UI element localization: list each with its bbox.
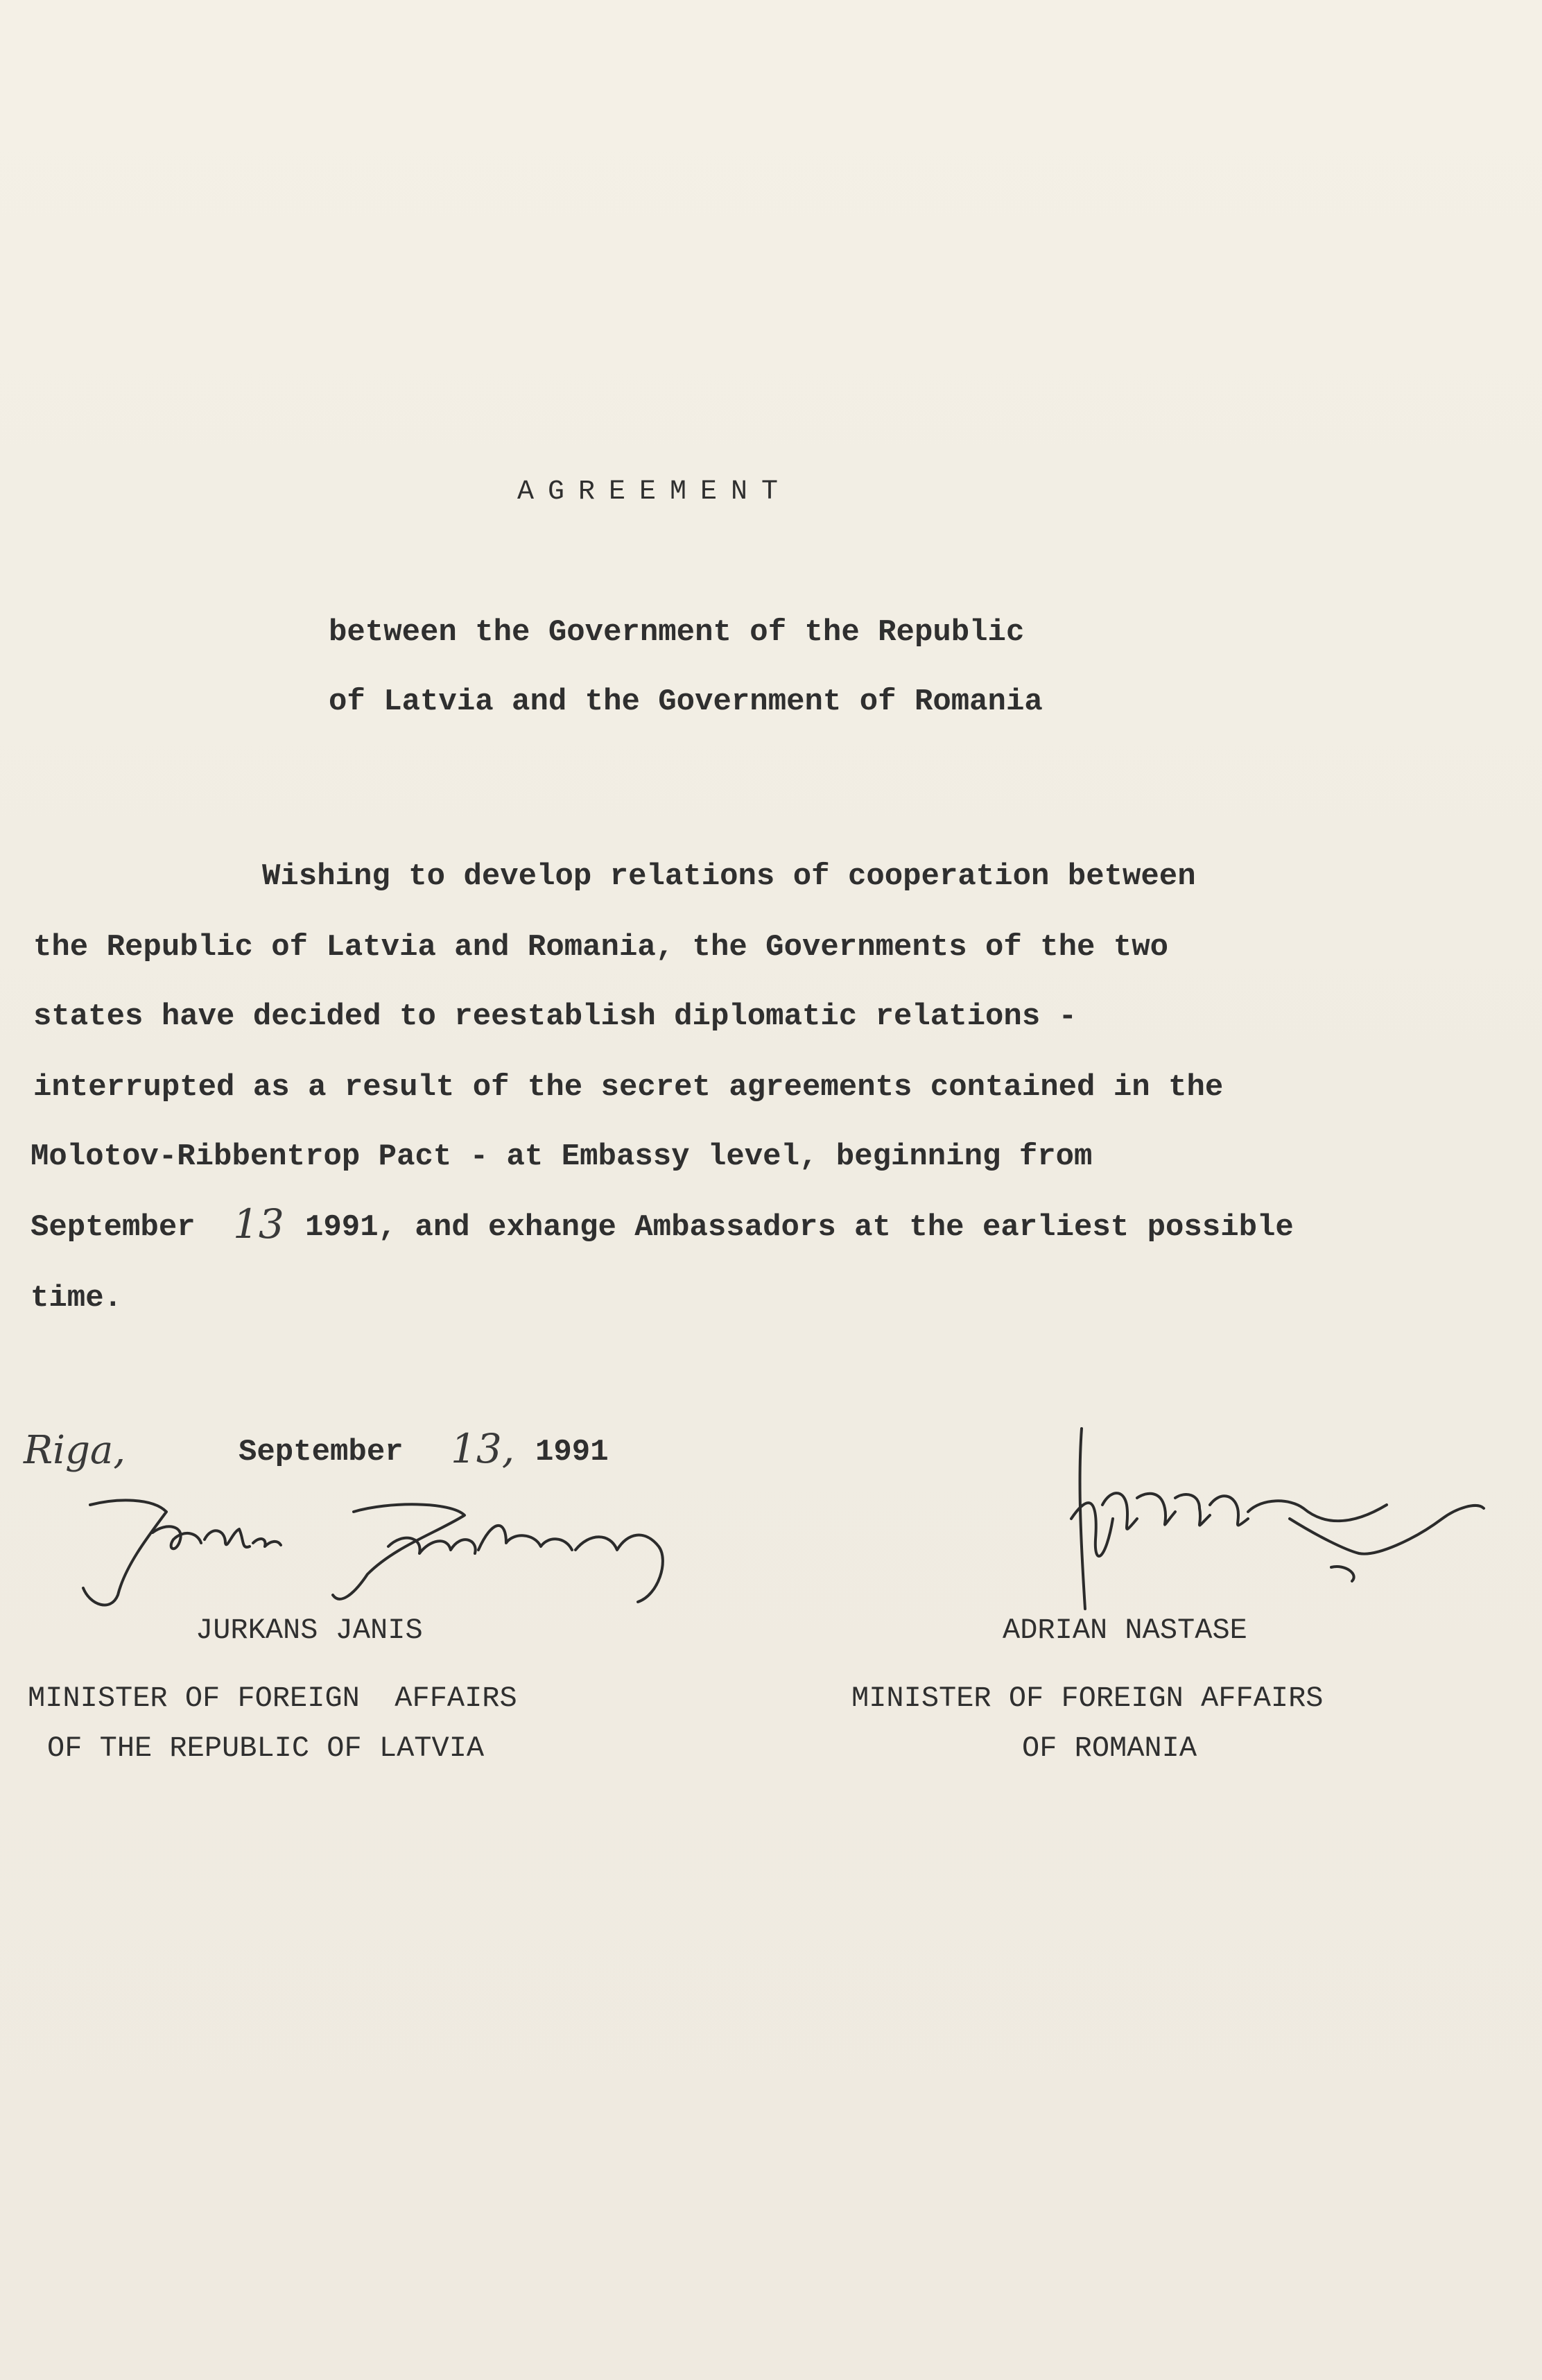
- right-signatory-title-2: OF ROMANIA: [1022, 1732, 1197, 1765]
- body-line-5: Molotov-Ribbentrop Pact - at Embassy level, beginning from: [31, 1139, 1093, 1174]
- left-signatory-title-1: MINISTER OF FOREIGN AFFAIRS: [28, 1682, 517, 1715]
- document-title: AGREEMENT: [517, 476, 792, 508]
- body-line-2: the Republic of Latvia and Romania, the Governments of the two: [33, 930, 1169, 965]
- body-line-3: states have decided to reestablish diplomatic relations -: [33, 999, 1077, 1034]
- body-line-7: time.: [31, 1281, 123, 1316]
- right-signatory-name: ADRIAN NASTASE: [1003, 1614, 1247, 1647]
- body-line-6-handwritten-day: 13: [233, 1200, 284, 1248]
- signature-left: [62, 1491, 721, 1616]
- body-line-1: Wishing to develop relations of cooperation between: [262, 859, 1196, 894]
- subtitle-line-2: of Latvia and the Government of Romania: [329, 684, 1043, 719]
- date-month: September: [239, 1435, 404, 1469]
- body-line-6-month: September: [31, 1210, 196, 1245]
- date-day-handwritten: 13,: [451, 1425, 515, 1472]
- left-signatory-title-2: OF THE REPUBLIC OF LATVIA: [47, 1732, 485, 1765]
- date-year: 1991: [535, 1435, 609, 1469]
- left-signatory-name: JURKANS JANIS: [196, 1614, 423, 1647]
- place-handwritten: Riga,: [24, 1428, 126, 1473]
- body-line-4: interrupted as a result of the secret agreements contained in the: [33, 1070, 1224, 1105]
- body-line-6-rest: 1991, and exhange Ambassadors at the earliest possible: [305, 1210, 1294, 1245]
- subtitle-line-1: between the Government of the Republic: [329, 615, 1025, 650]
- signature-right: [998, 1422, 1498, 1616]
- right-signatory-title-1: MINISTER OF FOREIGN AFFAIRS: [851, 1682, 1324, 1715]
